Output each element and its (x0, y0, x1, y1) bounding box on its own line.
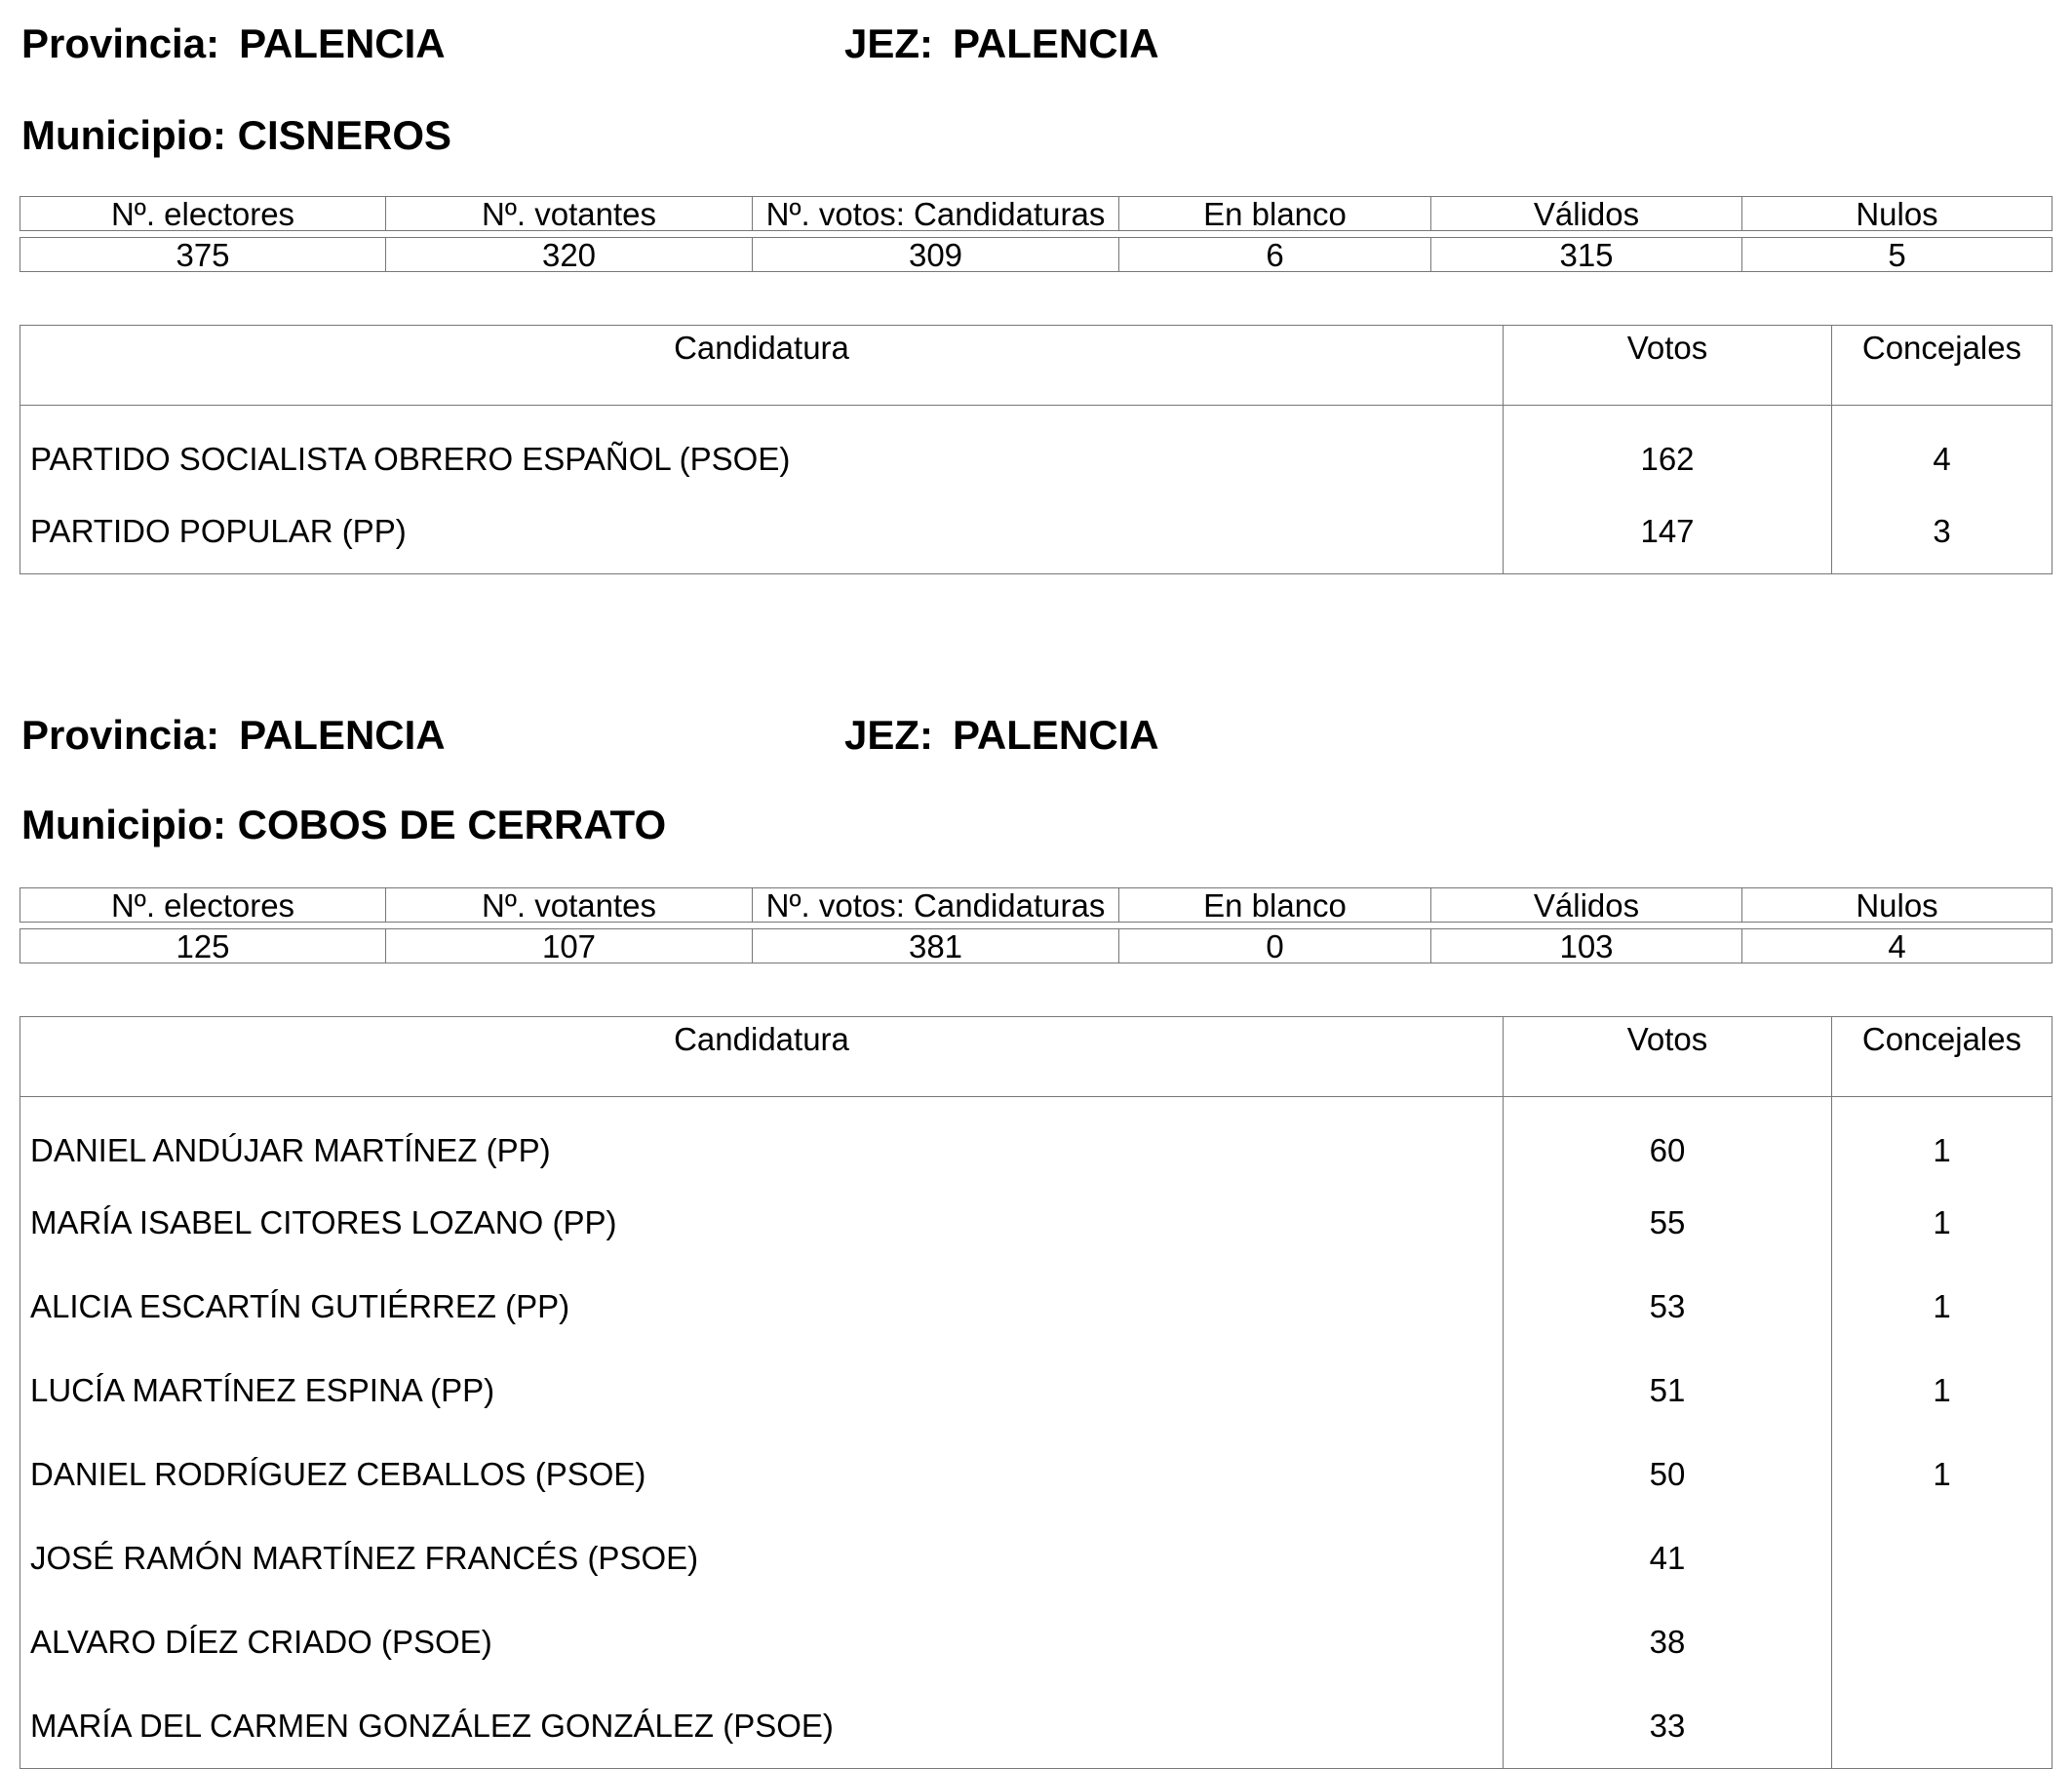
candidate-name: ALICIA ESCARTÍN GUTIÉRREZ (PP) (20, 1265, 1504, 1349)
stats-header: Nº. votantes (386, 888, 753, 923)
stats-header: Nulos (1742, 197, 2052, 231)
candidate-name: PARTIDO POPULAR (PP) (20, 490, 1504, 574)
votos-header: Votos (1504, 1017, 1832, 1097)
table-row (20, 490, 2052, 574)
candidate-name: LUCÍA MARTÍNEZ ESPINA (PP) (20, 1349, 1504, 1433)
candidate-name: JOSÉ RAMÓN MARTÍNEZ FRANCÉS (PSOE) (20, 1516, 1504, 1600)
stats-value-row (20, 238, 2052, 272)
candidate-seats (1832, 1516, 2052, 1600)
candidate-votes: 162 (1504, 406, 1832, 491)
candidate-name: ALVARO DÍEZ CRIADO (PSOE) (20, 1600, 1504, 1684)
stats-header: Nº. votantes (386, 197, 753, 231)
candidate-seats: 4 (1933, 441, 1951, 477)
stats-header: Nº. votos: Candidaturas (753, 888, 1119, 923)
table-row (20, 1265, 2052, 1349)
candidates-table (20, 1016, 2052, 1769)
candidate-seats: 1 (1933, 1132, 1951, 1168)
table-row (20, 1684, 2052, 1769)
stats-value: 315 (1431, 238, 1742, 272)
municipio-heading (21, 802, 667, 847)
candidatura-header: Candidatura (20, 1017, 1504, 1097)
provincia-heading (21, 712, 446, 758)
candidate-votes: 41 (1504, 1516, 1832, 1600)
municipio-value: COBOS DE CERRATO (237, 802, 667, 847)
jez-label: JEZ: (844, 20, 934, 66)
stats-header: En blanco (1119, 197, 1431, 231)
provincia-label: Provincia: (21, 712, 220, 758)
candidate-votes: 60 (1504, 1097, 1832, 1182)
candidate-votes: 38 (1504, 1600, 1832, 1684)
stats-value: 4 (1742, 929, 2052, 963)
stats-header-row (20, 888, 2052, 923)
table-row (20, 1516, 2052, 1600)
concejales-header: Concejales (1832, 326, 2052, 406)
jez-value: PALENCIA (953, 712, 1159, 758)
stats-value: 107 (386, 929, 753, 963)
candidates-header-row (20, 326, 2052, 406)
stats-header-row (20, 197, 2052, 231)
stats-header: Nº. electores (20, 888, 386, 923)
candidatura-header: Candidatura (20, 326, 1504, 406)
stats-header: Nº. votos: Candidaturas (753, 197, 1119, 231)
jez-heading (844, 712, 1159, 758)
stats-value: 320 (386, 238, 753, 272)
stats-header: Válidos (1431, 888, 1742, 923)
candidate-votes: 50 (1504, 1433, 1832, 1516)
jez-label: JEZ: (844, 712, 934, 758)
table-row (20, 1600, 2052, 1684)
candidate-votes: 33 (1504, 1684, 1832, 1769)
stats-header: Nº. electores (20, 197, 386, 231)
provincia-value: PALENCIA (239, 712, 446, 758)
candidate-votes: 53 (1504, 1265, 1832, 1349)
candidate-votes: 51 (1504, 1349, 1832, 1433)
stats-value: 125 (20, 929, 386, 963)
stats-header: En blanco (1119, 888, 1431, 923)
jez-value: PALENCIA (953, 20, 1159, 66)
stats-value-row (20, 929, 2052, 963)
candidate-seats: 1 (1933, 1288, 1951, 1324)
candidate-seats (1832, 1600, 2052, 1684)
stats-value: 5 (1742, 238, 2052, 272)
stats-value: 381 (753, 929, 1119, 963)
table-row (20, 406, 2052, 491)
provincia-value: PALENCIA (239, 20, 446, 66)
table-row (20, 1349, 2052, 1433)
provincia-label: Provincia: (21, 20, 220, 66)
table-row (20, 1181, 2052, 1265)
table-row (20, 1433, 2052, 1516)
stats-value: 0 (1119, 929, 1431, 963)
candidate-seats: 1 (1933, 1372, 1951, 1408)
stats-header: Válidos (1431, 197, 1742, 231)
candidate-seats: 1 (1933, 1456, 1951, 1492)
municipio-label: Municipio: (21, 112, 226, 158)
provincia-heading (21, 20, 446, 66)
municipio-value: CISNEROS (237, 112, 452, 158)
candidate-votes: 147 (1504, 490, 1832, 574)
candidate-name: MARÍA DEL CARMEN GONZÁLEZ GONZÁLEZ (PSOE) (20, 1684, 1504, 1769)
votos-header: Votos (1504, 326, 1832, 406)
table-row (20, 1097, 2052, 1182)
municipio-label: Municipio: (21, 802, 226, 847)
candidate-name: DANIEL ANDÚJAR MARTÍNEZ (PP) (20, 1097, 1504, 1182)
stats-value: 103 (1431, 929, 1742, 963)
candidates-header-row (20, 1017, 2052, 1097)
candidate-name: DANIEL RODRÍGUEZ CEBALLOS (PSOE) (20, 1433, 1504, 1516)
jez-heading (844, 20, 1159, 66)
candidate-seats: 3 (1933, 513, 1951, 549)
candidate-votes: 55 (1504, 1181, 1832, 1265)
candidate-name: PARTIDO SOCIALISTA OBRERO ESPAÑOL (PSOE) (20, 406, 1504, 491)
stats-value: 6 (1119, 238, 1431, 272)
candidates-table (20, 325, 2052, 574)
stats-header: Nulos (1742, 888, 2052, 923)
candidate-name: MARÍA ISABEL CITORES LOZANO (PP) (20, 1181, 1504, 1265)
stats-table (20, 887, 2052, 963)
candidate-seats: 1 (1933, 1204, 1951, 1240)
concejales-header: Concejales (1832, 1017, 2052, 1097)
stats-value: 375 (20, 238, 386, 272)
candidate-seats (1832, 1684, 2052, 1769)
stats-table (20, 196, 2052, 272)
stats-value: 309 (753, 238, 1119, 272)
municipio-heading (21, 112, 452, 158)
